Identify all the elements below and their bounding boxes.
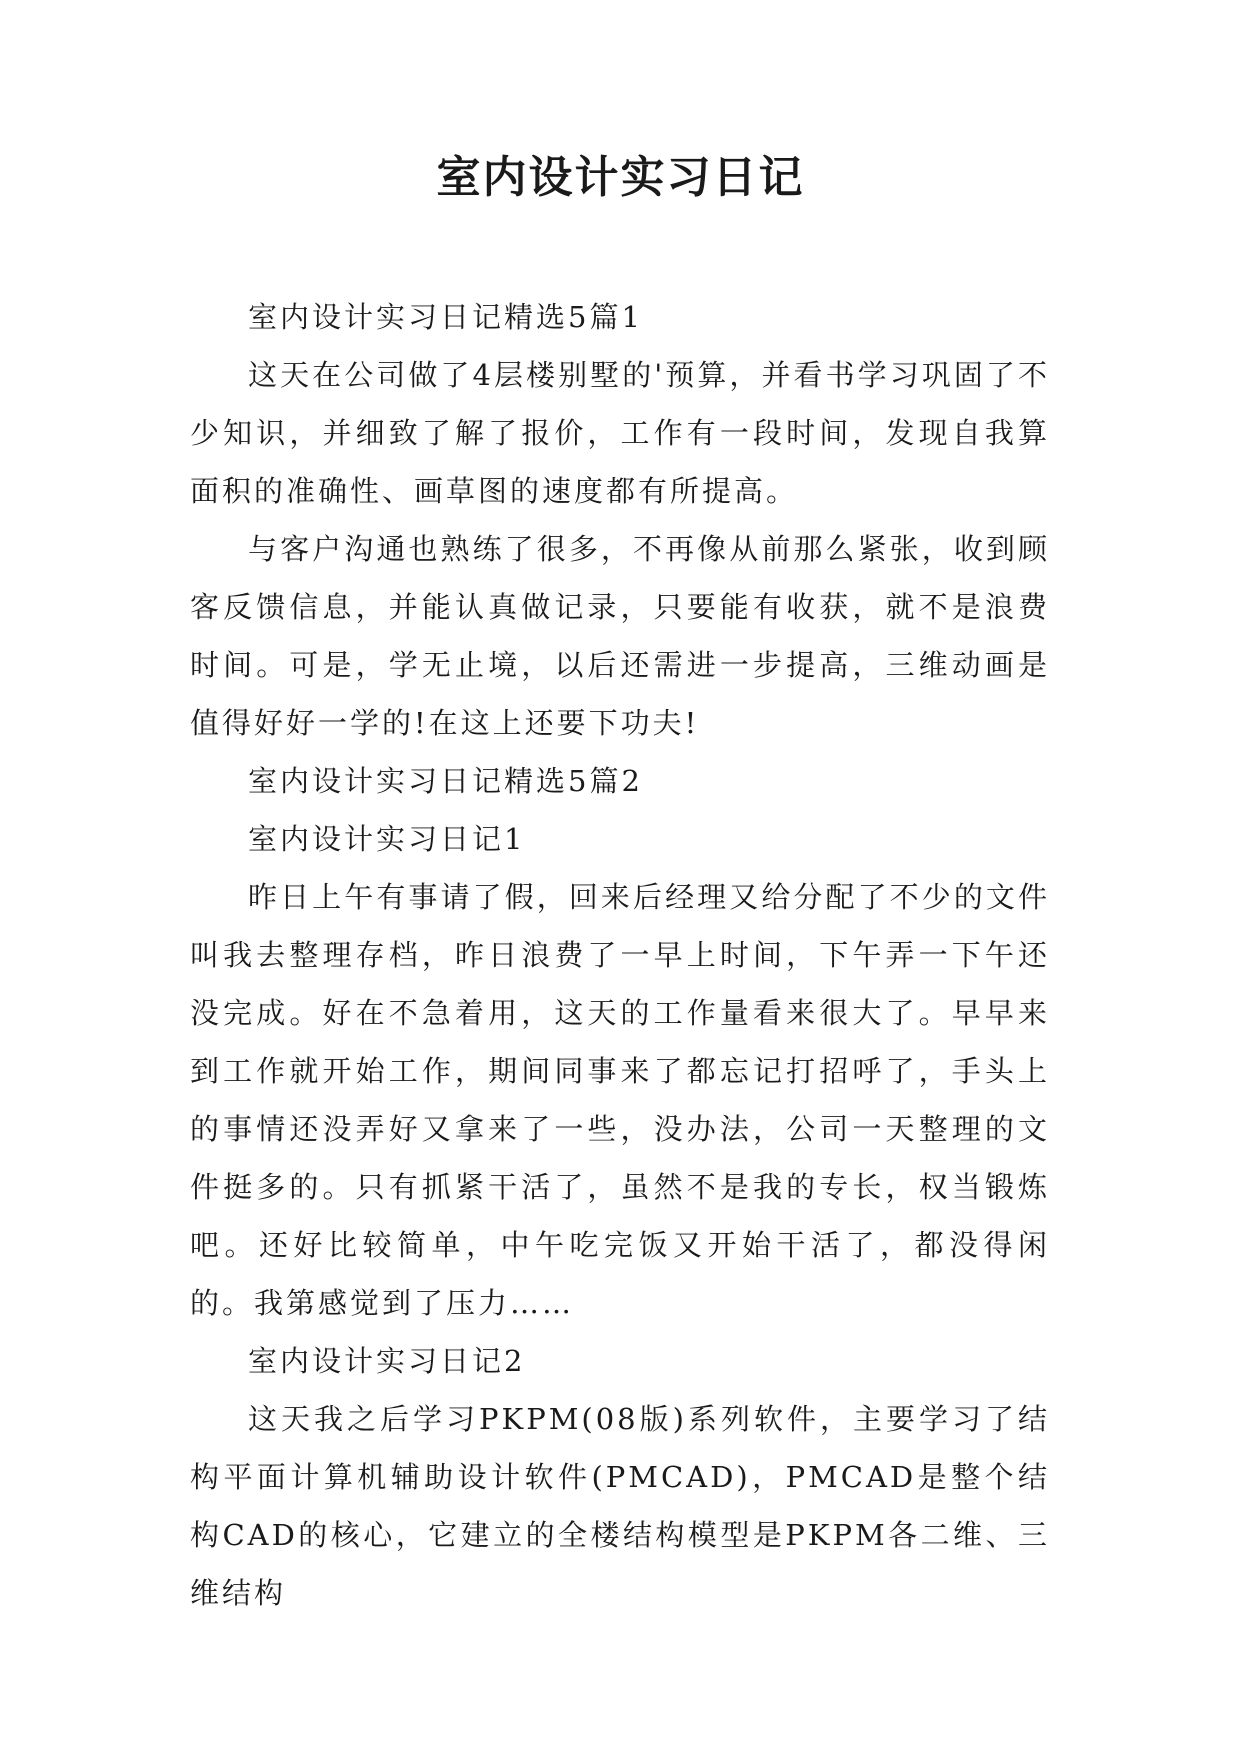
- section-heading: 室内设计实习日记精选5篇2: [248, 764, 643, 798]
- paragraph: 这天我之后学习PKPM(08版)系列软件，主要学习了结构平面计算机辅助设计软件(PMCAD)，PMCAD是整个结构CAD的核心，它建立的全楼结构模型是PKPM各二维、三维结构: [190, 1402, 1050, 1610]
- subsection-heading: 室内设计实习日记1: [248, 822, 526, 856]
- paragraph: 昨日上午有事请了假，回来后经理又给分配了不少的文件叫我去整理存档，昨日浪费了一早上时间，下午弄一下午还没完成。好在不急着用，这天的工作量看来很大了。早早来到工作就开始工作，期间同事来了都忘记打招呼了，手头上的事情还没弄好又拿来了一些，没办法，公司一天整理的文件挺多的。只有抓紧干活了，虽然不是我的专长，权当锻炼吧。还好比较简单，中午吃完饭又开始干活了，都没得闲的。我第感觉到了压力……: [190, 880, 1050, 1320]
- document-title: 室内设计实习日记: [436, 152, 805, 203]
- subsection-heading: 室内设计实习日记2: [248, 1344, 526, 1378]
- paragraph: 这天在公司做了4层楼别墅的'预算，并看书学习巩固了不少知识，并细致了解了报价，工作有一段时间，发现自我算面积的准确性、画草图的速度都有所提高。: [190, 358, 1050, 508]
- paragraph: 与客户沟通也熟练了很多，不再像从前那么紧张，收到顾客反馈信息，并能认真做记录，只要能有收获，就不是浪费时间。可是，学无止境，以后还需进一步提高，三维动画是值得好好一学的!在这上还要下功夫!: [190, 532, 1050, 740]
- document-body: [190, 288, 1050, 1622]
- section-heading: 室内设计实习日记精选5篇1: [248, 300, 643, 334]
